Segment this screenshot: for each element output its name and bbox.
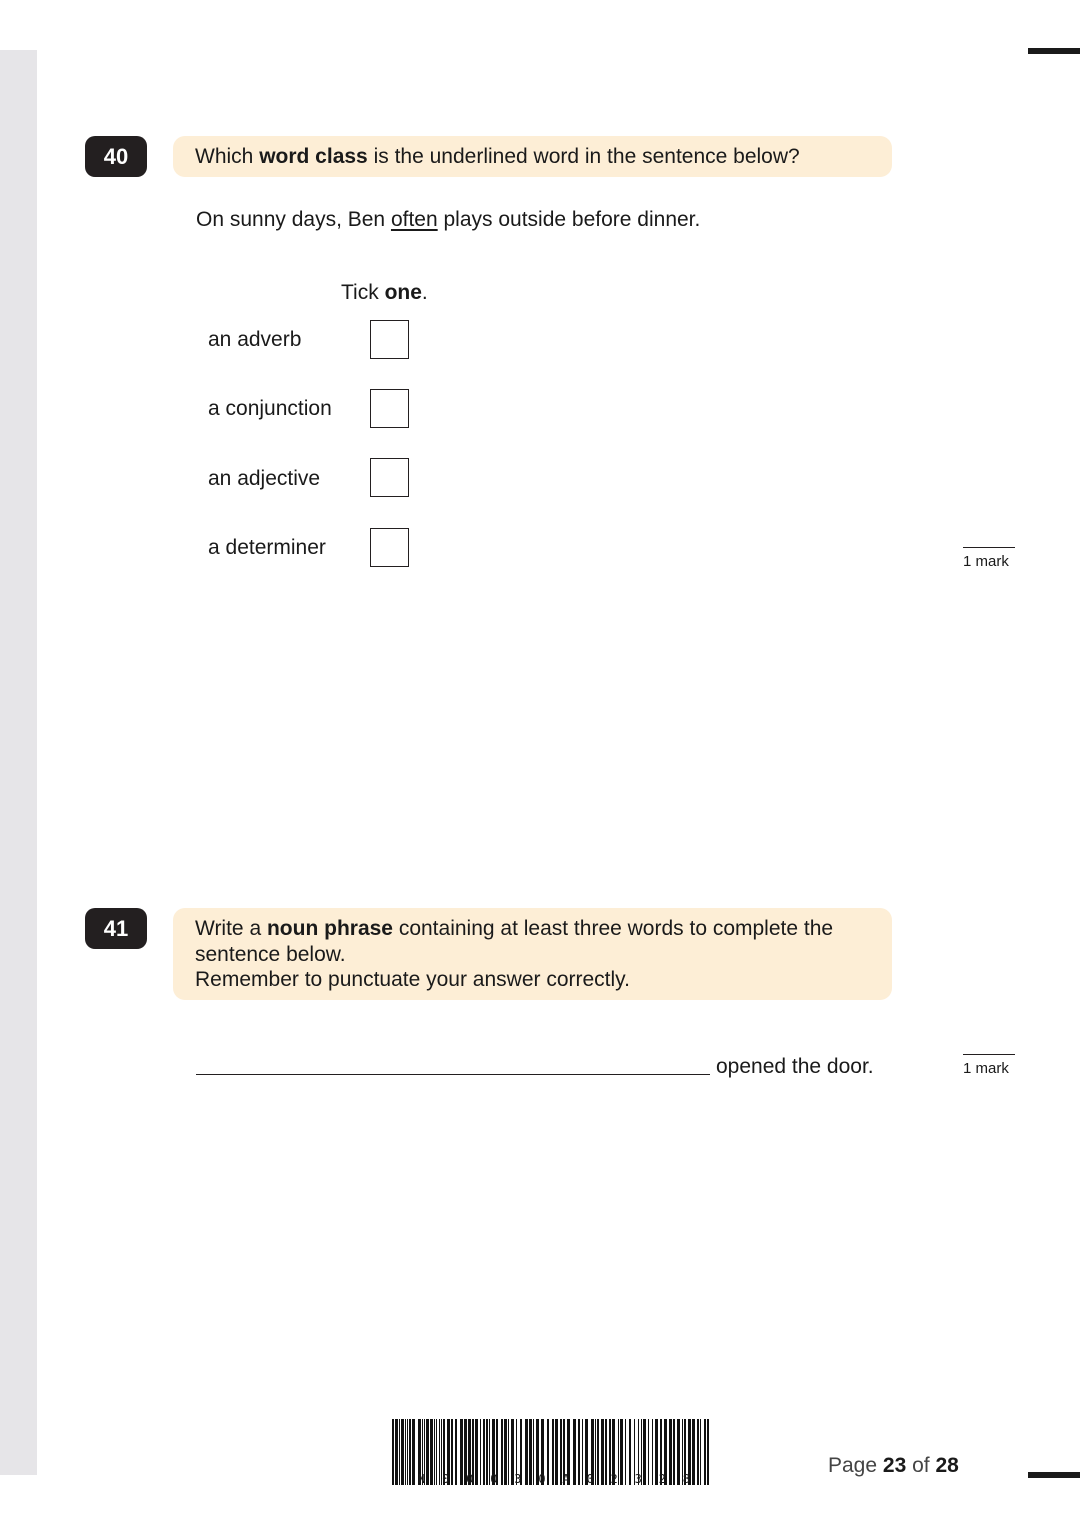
- tick-text: Tick: [341, 281, 385, 304]
- tickbox-conjunction[interactable]: [370, 389, 409, 428]
- example-sentence: [196, 208, 700, 232]
- prompt-line-2: Remember to punctuate your answer correctly.: [195, 968, 630, 992]
- page-current: 23: [882, 1454, 907, 1477]
- prompt-text: containing at least three words to complete the sentence below.: [195, 917, 834, 966]
- barcode-digit: 2: [658, 1472, 666, 1486]
- barcode-digit: 3: [634, 1472, 642, 1486]
- barcode-bar: [707, 1419, 709, 1485]
- registration-mark-top: [1028, 48, 1080, 54]
- tickbox-determiner[interactable]: [370, 528, 409, 567]
- registration-mark-bottom: [1028, 1472, 1080, 1478]
- barcode-digits: [418, 1472, 690, 1486]
- page-label: Page: [828, 1454, 883, 1477]
- tickbox-adverb[interactable]: [370, 320, 409, 359]
- question-prompt-41: [173, 908, 892, 1000]
- underlined-word: often: [390, 208, 438, 231]
- barcode-digit: 8: [682, 1472, 690, 1486]
- barcode-digit: 0: [490, 1472, 498, 1486]
- option-label-determiner: a determiner: [208, 536, 326, 559]
- question-number-40: 40: [85, 136, 147, 177]
- prompt-bold: word class: [259, 145, 368, 168]
- tick-text: .: [421, 281, 428, 304]
- barcode-digit: 0: [466, 1472, 474, 1486]
- tickbox-adjective[interactable]: [370, 458, 409, 497]
- barcode-bar: [401, 1419, 404, 1485]
- barcode-bar: [399, 1419, 400, 1485]
- barcode-digit: 0: [442, 1472, 450, 1486]
- answer-suffix: opened the door.: [716, 1055, 874, 1078]
- barcode-bar: [692, 1419, 695, 1485]
- barcode-digit: N: [418, 1472, 426, 1486]
- barcode-bar: [704, 1419, 706, 1485]
- barcode-bar: [395, 1419, 398, 1485]
- option-label-adverb: an adverb: [208, 328, 302, 351]
- page-of: of: [906, 1454, 936, 1477]
- barcode-bar: [392, 1419, 394, 1485]
- answer-input-41[interactable]: [196, 1073, 710, 1075]
- prompt-text: Write a: [195, 917, 267, 940]
- tick-instruction: [341, 281, 428, 305]
- mark-label-41: 1 mark: [963, 1054, 1015, 1077]
- page-number: [828, 1454, 959, 1478]
- barcode-bar: [697, 1419, 699, 1485]
- barcode-bar: [412, 1419, 415, 1485]
- prompt-text: Which: [195, 145, 260, 168]
- barcode-bar: [405, 1419, 406, 1485]
- prompt-bold: noun phrase: [266, 917, 393, 940]
- left-gutter: [0, 50, 37, 1475]
- barcode-bar: [409, 1419, 411, 1485]
- barcode-digit: 2: [610, 1472, 618, 1486]
- sentence-text: plays outside before dinner.: [437, 208, 701, 231]
- option-label-conjunction: a conjunction: [208, 397, 332, 420]
- barcode-digit: 3: [514, 1472, 522, 1486]
- barcode-digit: A: [562, 1472, 570, 1486]
- barcode-bar: [407, 1419, 408, 1485]
- barcode-bar: [700, 1419, 701, 1485]
- prompt-text: is the underlined word in the sentence below?: [367, 145, 800, 168]
- mark-label-40: 1 mark: [963, 547, 1015, 570]
- page-total: 28: [935, 1454, 959, 1477]
- question-number-41: 41: [85, 908, 147, 949]
- tick-bold: one: [384, 281, 422, 304]
- question-prompt-40: [173, 136, 892, 177]
- barcode-digit: 0: [586, 1472, 594, 1486]
- sentence-text: On sunny days, Ben: [196, 208, 391, 231]
- option-label-adjective: an adjective: [208, 467, 321, 490]
- barcode-digit: 0: [538, 1472, 546, 1486]
